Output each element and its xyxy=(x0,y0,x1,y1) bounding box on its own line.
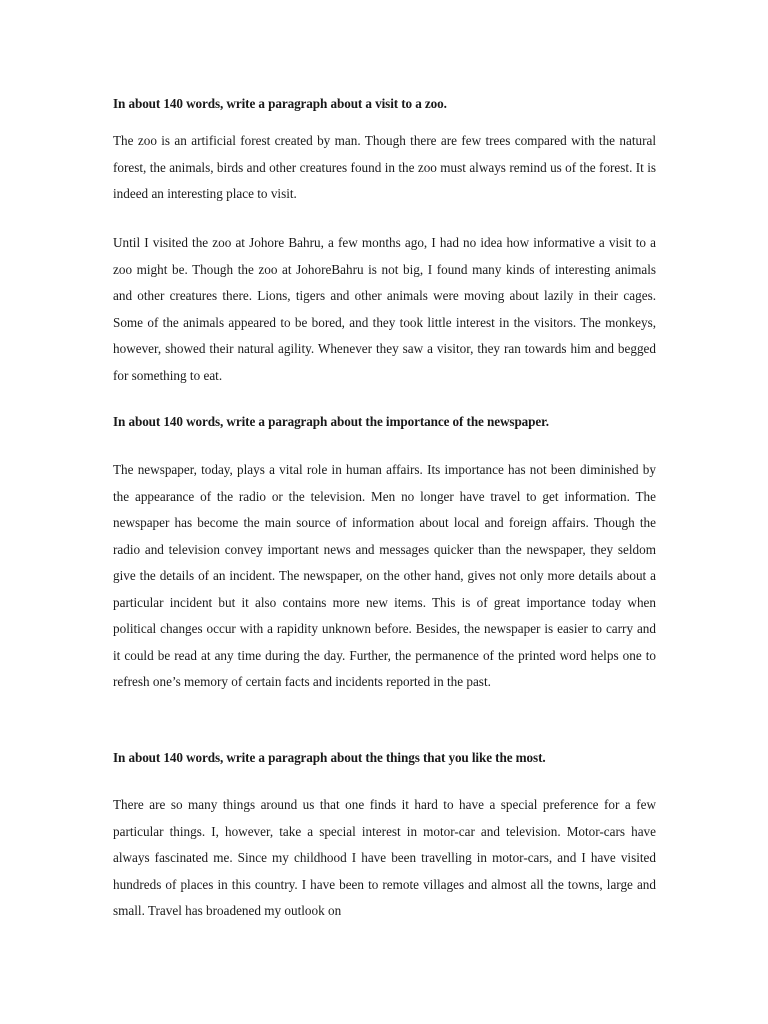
paragraph-things-liked: There are so many things around us that one finds it hard to have a special preference for a few particular things. I, however, take a special interest in motor-car and television. Motor-cars have always fascinated me. Since my childhood I have been travelling in motor-cars, and I have visited hundreds of places in this country. I have been to remote villages and almost all the towns, large and small. Travel has broadened my outlook on xyxy=(113,797,656,918)
paragraph-zoo-intro: The zoo is an artificial forest created by man. Though there are few trees compared with the natural forest, the animals, birds and other creatures found in the zoo must always remind us of the forest. It is indeed an interesting place to visit. xyxy=(113,133,656,201)
section-heading-zoo: In about 140 words, write a paragraph about a visit to a zoo. xyxy=(113,96,447,111)
section-heading-newspaper: In about 140 words, write a paragraph about the importance of the newspaper. xyxy=(113,414,549,429)
paragraph-zoo-visit: Until I visited the zoo at Johore Bahru, a few months ago, I had no idea how informative a visit to a zoo might be. Though the zoo at JohoreBahru is not big, I found many kinds of interesting animals and other creatures there. Lions, tigers and other animals were moving about lazily in their cages. Some of the animals appeared to be bored, and they took little interest in the visitors. The monkeys, however, showed their natural agility. Whenever they saw a visitor, they ran towards him and begged for something to eat. xyxy=(113,235,656,383)
section-heading-things-liked: In about 140 words, write a paragraph about the things that you like the most. xyxy=(113,750,546,765)
paragraph-newspaper: The newspaper, today, plays a vital role in human affairs. Its importance has not been diminished by the appearance of the radio or the television. Men no longer have travel to get information. The newspaper has become the main source of information about local and foreign affairs. Though the radio and television convey important news and messages quicker than the newspaper, they seldom give the details of an incident. The newspaper, on the other hand, gives not only more details about a particular incident but it also contains more new items. This is of great importance today when political changes occur with a rapidity unknown before. Besides, the newspaper is easier to carry and it could be read at any time during the day. Further, the permanence of the printed word helps one to refresh one’s memory of certain facts and incidents reported in the past. xyxy=(113,462,656,689)
